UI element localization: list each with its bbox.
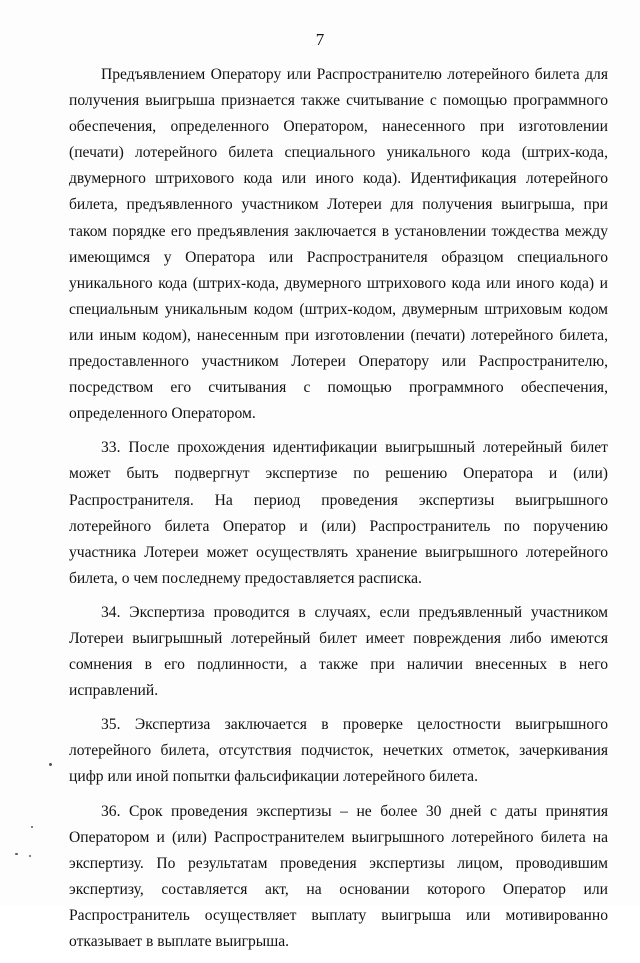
paragraph-34: 34. Экспертиза проводится в случаях, если предъявленный участником Лотереи выигрышный лотерейный билет имеет повреждения либо имеются сомнения в его подлинности, а также при наличии внесенных в него исправлений. (69, 603, 608, 700)
paragraph-33: 33. После прохождения идентификации выигрышный лотерейный билет может быть подвергнут экспертизе по решению Оператора и (или) Распространителя. На период проведения экспертизы выигрышного лотерейного билета Оператор и (или) Распространитель по поручению участника Лотереи может осуществлять хранение выигрышного лотерейного билета, о чем последнему предоставляется расписка. (69, 439, 608, 587)
scan-speck (49, 763, 52, 766)
paragraph-36: 36. Срок проведения экспертизы – не более 30 дней с даты принятия Оператором и (или) Распространителем выигрышного лотерейного билета на экспертизу. По результатам проведения экспертизы лицом, проводившим экспертизу, составляется акт, на основании которого Оператор или Распространитель осуществляет выплату выигрыша или мотивированно отказывает в выплате выигрыша. (69, 802, 608, 950)
paragraph-35: 35. Экспертиза заключается в проверке целостности выигрышного лотерейного билета, отсутствия подчисток, нечетких отметок, зачеркивания цифр или иной попытки фальсификации лотерейного билета. (69, 716, 608, 786)
scan-speck (15, 853, 18, 855)
document-body (69, 62, 608, 963)
page-number: 7 (315, 30, 325, 49)
scan-speck (29, 855, 31, 857)
paragraph-presentation-by-code: Предъявлением Оператору или Распространителю лотерейного билета для получения выигрыша признается также считывание с помощью программного обеспечения, определенного Оператором, нанесенного при изготовлении (печати) лотерейного билета специального уникального кода (штрих-кода, двумерного штрихового кода или иного кода). Идентификация лотерейного билета, предъявленного участником Лотереи для получения выигрыша, при таком порядке его предъявления заключается в установлении тождества между имеющимся у Оператора или Распространителя образцом специального уникального кода (штрих-кода, двумерного штрихового кода или иного кода) и специальным уникальным кодом (штрих-кодом, двумерным штриховым кодом или иным кодом), нанесенным при изготовлении (печати) лотерейного билета, предоставленного участником Лотереи Оператору или Распространителю, посредством его считывания с помощью программного обеспечения, определенного Оператором. (69, 66, 608, 423)
scan-speck (31, 826, 33, 828)
